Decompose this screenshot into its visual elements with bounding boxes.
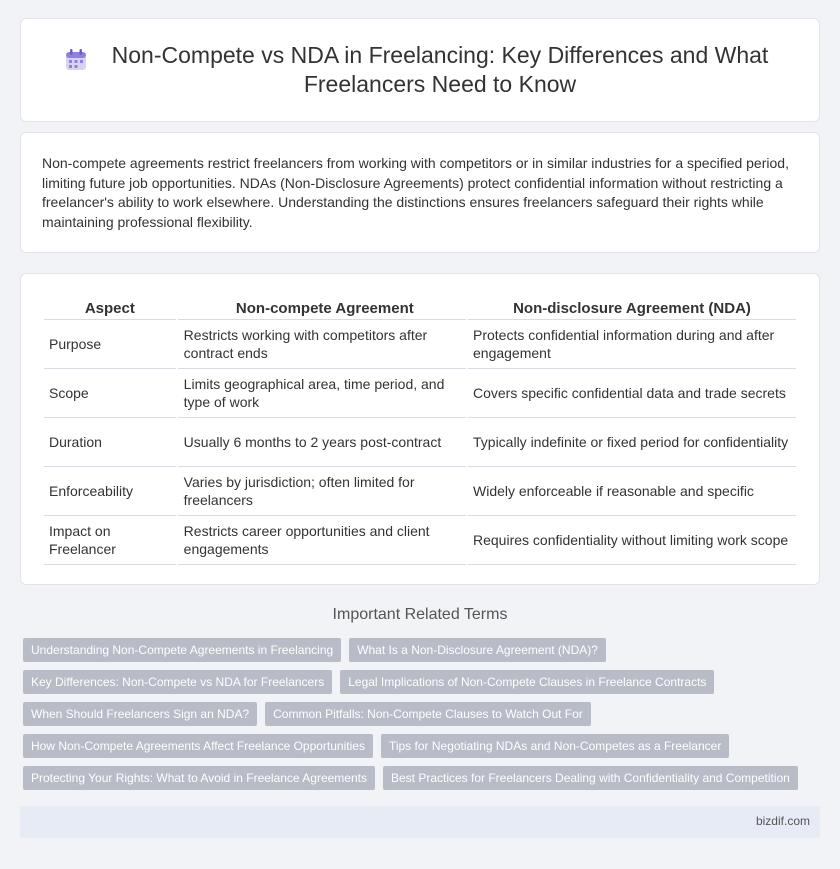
- cell-aspect: Purpose: [44, 320, 176, 369]
- intro-card: [20, 132, 820, 253]
- cell-nda: Widely enforceable if reasonable and specific: [468, 467, 796, 516]
- header-non-compete: Non-compete Agreement: [178, 294, 466, 320]
- cell-nda: Protects confidential information during and after engagement: [468, 320, 796, 369]
- footer: [20, 806, 820, 838]
- related-term-link[interactable]: Understanding Non-Compete Agreements in Freelancing: [23, 638, 341, 662]
- comparison-table: [42, 294, 798, 565]
- related-terms-list: [23, 638, 823, 798]
- cell-nda: Typically indefinite or fixed period for confidentiality: [468, 418, 796, 467]
- related-term-link[interactable]: Best Practices for Freelancers Dealing with Confidentiality and Competition: [383, 766, 798, 790]
- site-name[interactable]: bizdif.com: [755, 814, 810, 828]
- related-terms-title: Important Related Terms: [332, 606, 508, 623]
- related-term-link[interactable]: When Should Freelancers Sign an NDA?: [23, 702, 257, 726]
- table-row: [44, 467, 796, 516]
- cell-aspect: Enforceability: [44, 467, 176, 516]
- related-term-link[interactable]: How Non-Compete Agreements Affect Freelance Opportunities: [23, 734, 373, 758]
- cell-nda: Requires confidentiality without limiting work scope: [468, 516, 796, 565]
- related-term-link[interactable]: Legal Implications of Non-Compete Clauses in Freelance Contracts: [340, 670, 714, 694]
- table-row: [44, 369, 796, 418]
- cell-non-compete: Limits geographical area, time period, and type of work: [178, 369, 466, 418]
- related-term-link[interactable]: Tips for Negotiating NDAs and Non-Competes as a Freelancer: [381, 734, 729, 758]
- cell-aspect: Duration: [44, 418, 176, 467]
- related-term-link[interactable]: Protecting Your Rights: What to Avoid in Freelance Agreements: [23, 766, 375, 790]
- cell-non-compete: Restricts career opportunities and client engagements: [178, 516, 466, 565]
- cell-non-compete: Restricts working with competitors after contract ends: [178, 320, 466, 369]
- table-row: [44, 418, 796, 467]
- related-term-link[interactable]: What Is a Non-Disclosure Agreement (NDA)?: [349, 638, 606, 662]
- related-term-link[interactable]: Common Pitfalls: Non-Compete Clauses to Watch Out For: [265, 702, 591, 726]
- table-row: [44, 516, 796, 565]
- header-nda: Non-disclosure Agreement (NDA): [468, 294, 796, 320]
- related-term-link[interactable]: Key Differences: Non-Compete vs NDA for Freelancers: [23, 670, 332, 694]
- cell-nda: Covers specific confidential data and trade secrets: [468, 369, 796, 418]
- table-row: [44, 320, 796, 369]
- cell-non-compete: Varies by jurisdiction; often limited for freelancers: [178, 467, 466, 516]
- comparison-table-card: [20, 273, 820, 585]
- page-title: Non-Compete vs NDA in Freelancing: Key Differences and What Freelancers Need to Know: [111, 42, 769, 97]
- header-aspect: Aspect: [44, 294, 176, 320]
- cell-aspect: Impact on Freelancer: [44, 516, 176, 565]
- title-card: [20, 18, 820, 122]
- intro-paragraph: Non-compete agreements restrict freelancers from working with competitors or in similar industries for a specified period, limiting future job opportunities. NDAs (Non-Disclosure Agreements) protect confidential information without restricting a freelancer's ability to work elsewhere. Understanding the distinctions ensures freelancers safeguard their rights while maintaining professional flexibility.: [42, 155, 789, 230]
- table-header-row: [44, 294, 796, 320]
- cell-non-compete: Usually 6 months to 2 years post-contract: [178, 418, 466, 467]
- cell-aspect: Scope: [44, 369, 176, 418]
